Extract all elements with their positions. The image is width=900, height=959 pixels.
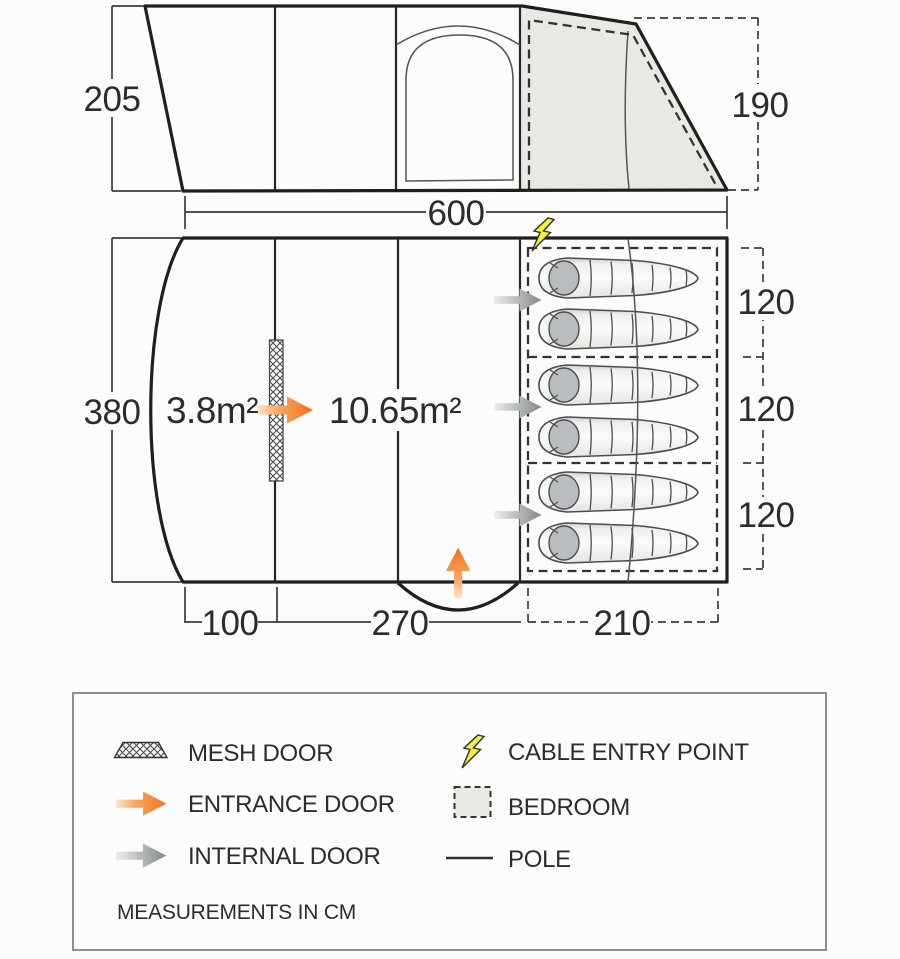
legend-cable-entry-label: CABLE ENTRY POINT: [508, 739, 749, 766]
sleeping-bag: [539, 417, 698, 457]
legend-mesh-door-label: MESH DOOR: [188, 740, 334, 767]
sleeping-bag: [539, 523, 698, 563]
dim-120-label-1: 120: [737, 283, 795, 322]
legend-pole-label: POLE: [508, 846, 571, 873]
entrance-door-arrow: [257, 397, 313, 424]
sleeping-bags: [539, 258, 698, 563]
dim-120-label-3: 120: [737, 496, 795, 535]
internal-door-arrow-1: [494, 289, 542, 312]
internal-door-arrow-2: [494, 396, 542, 419]
dim-205-label: 205: [83, 80, 141, 119]
dim-600-label: 600: [427, 194, 485, 233]
sleeping-bag: [539, 365, 698, 405]
mesh-door-icon: [115, 743, 168, 758]
living-area-label: 10.65m²: [328, 390, 462, 431]
floor-plan: [151, 218, 727, 610]
dim-210-label: 210: [593, 604, 651, 643]
legend-internal-door-label: INTERNAL DOOR: [188, 843, 381, 870]
sleeping-bag: [539, 309, 698, 349]
dim-380-label: 380: [83, 393, 141, 432]
entrance-door-arrow-up: [446, 548, 470, 598]
legend: [73, 693, 826, 950]
porch-area-label: 3.8m²: [165, 390, 259, 431]
legend-entrance-door-label: ENTRANCE DOOR: [188, 791, 395, 818]
sleeping-bag: [539, 472, 698, 512]
internal-door-arrow-3: [494, 504, 542, 527]
side-elevation: [145, 6, 727, 191]
measurements-note: MEASUREMENTS IN CM: [117, 901, 357, 924]
cable-entry-icon: [532, 218, 554, 251]
dim-120-label-2: 120: [737, 390, 795, 429]
dim-190-label: 190: [731, 86, 789, 125]
dim-100-label: 100: [201, 604, 259, 643]
dim-270-label: 270: [371, 604, 429, 643]
sleeping-bag: [539, 258, 698, 298]
bedroom-swatch-icon: [455, 787, 491, 817]
legend-bedroom-label: BEDROOM: [508, 794, 630, 821]
